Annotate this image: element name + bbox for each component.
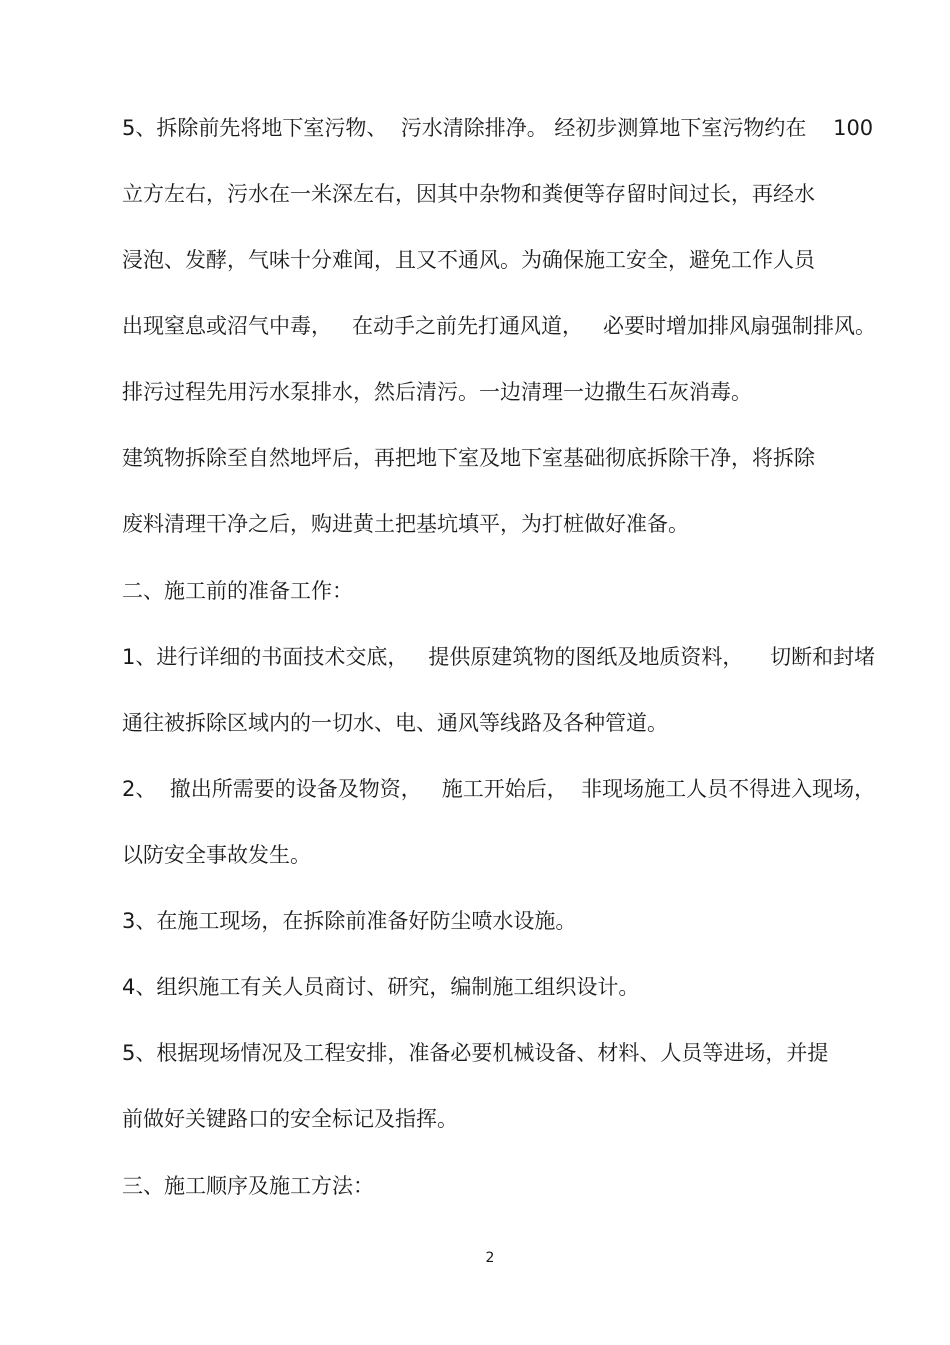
text-line: 2、 撤出所需要的设备及物资， 施工开始后， 非现场施工人员不得进入现场， bbox=[122, 777, 876, 801]
text-line: 通往被拆除区域内的一切水、电、通风等线路及各种管道。 bbox=[122, 711, 668, 735]
text-line: 1、进行详细的书面技术交底， 提供原建筑物的图纸及地质资料， 切断和封堵 bbox=[122, 645, 876, 669]
text-line: 5、根据现场情况及工程安排，准备必要机械设备、材料、人员等进场，并提 bbox=[122, 1041, 829, 1065]
text-line: 排污过程先用污水泵排水，然后清污。一边清理一边撒生石灰消毒。 bbox=[122, 380, 752, 404]
text-line: 前做好关键路口的安全标记及指挥。 bbox=[122, 1107, 458, 1131]
text-line: 以防安全事故发生。 bbox=[122, 843, 311, 867]
text-line: 立方左右，污水在一米深左右，因其中杂物和粪便等存留时间过长，再经水 bbox=[122, 182, 815, 206]
text-line: 5、拆除前先将地下室污物、 污水清除排净。 经初步测算地下室污物约在 100 bbox=[122, 116, 874, 140]
text-line: 废料清理干净之后，购进黄土把基坑填平，为打桩做好准备。 bbox=[122, 512, 689, 536]
text-line: 出现窒息或沼气中毒， 在动手之前先打通风道， 必要时增加排风扇强制排风。 bbox=[122, 314, 877, 338]
section-heading: 二、施工前的准备工作： bbox=[122, 579, 353, 603]
page-number: 2 bbox=[485, 1250, 495, 1266]
text-line: 3、在施工现场，在拆除前准备好防尘喷水设施。 bbox=[122, 909, 577, 933]
text-line: 建筑物拆除至自然地坪后，再把地下室及地下室基础彻底拆除干净，将拆除 bbox=[122, 446, 815, 470]
text-line: 4、组织施工有关人员商讨、研究，编制施工组织设计。 bbox=[122, 975, 640, 999]
text-line: 浸泡、发酵，气味十分难闻，且又不通风。为确保施工安全，避免工作人员 bbox=[122, 248, 815, 272]
section-heading: 三、施工顺序及施工方法： bbox=[122, 1174, 374, 1198]
